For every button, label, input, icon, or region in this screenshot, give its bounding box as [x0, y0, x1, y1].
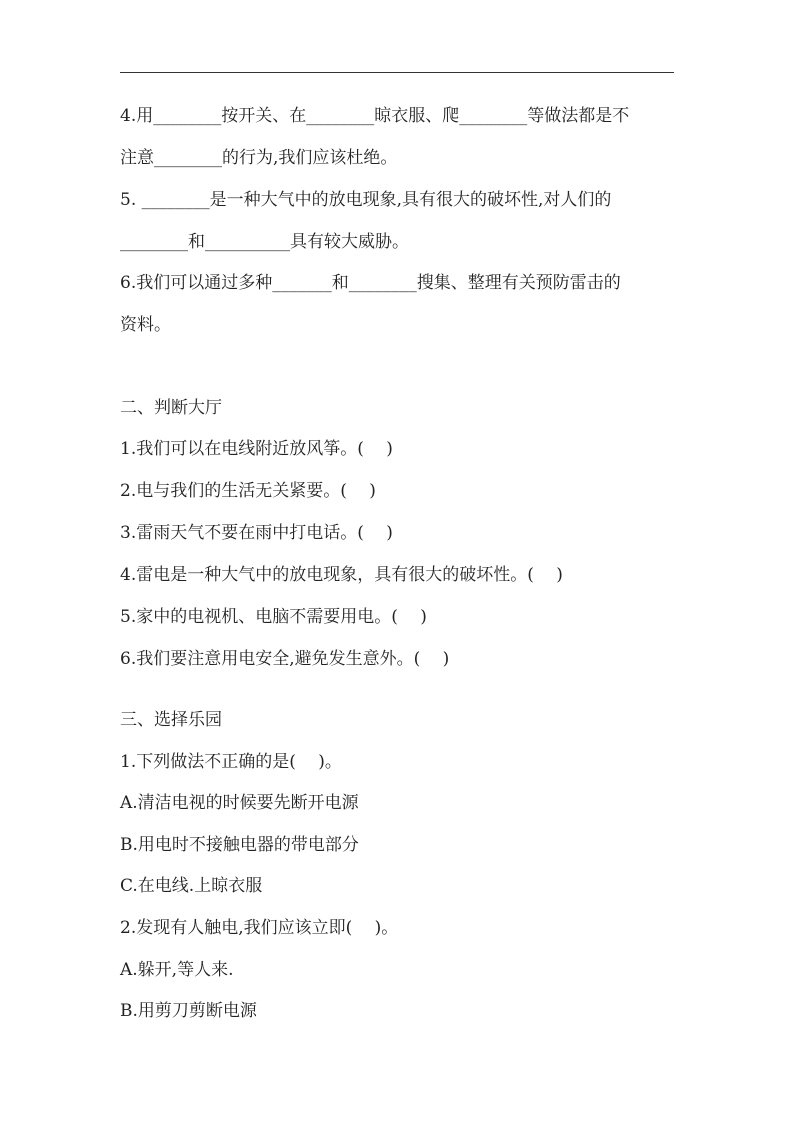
choice-q1-option-b: B.用电时不接触电器的带电部分	[120, 835, 359, 855]
judge-item-3: 3.雷雨天气不要在雨中打电话。( )	[120, 523, 393, 543]
choice-q2-option-b: B.用剪刀剪断电源	[120, 1001, 257, 1021]
judge-item-5: 5.家中的电视机、电脑不需要用电。( )	[120, 607, 427, 627]
judge-item-6: 6.我们要注意用电安全,避免发生意外。( )	[120, 649, 450, 669]
judge-item-1: 1.我们可以在电线附近放风筝。( )	[120, 439, 393, 459]
header-rule	[120, 72, 674, 73]
fill-question-6-line-2: 资料。	[120, 315, 171, 335]
choice-question-2: 2.发现有人触电,我们应该立即( )。	[120, 918, 399, 938]
fill-question-6-line-1: 6.我们可以通过多种_______和________搜集、整理有关预防雷击的	[120, 273, 621, 293]
fill-question-4-line-2: 注意________的行为,我们应该杜绝。	[120, 148, 398, 168]
choice-q1-option-a: A.清洁电视的时候要先断开电源	[120, 793, 359, 813]
choice-q1-option-c: C.在电线.上晾衣服	[120, 876, 263, 896]
choice-section-heading: 三、选择乐园	[120, 710, 222, 730]
fill-question-4-line-1: 4.用________按开关、在________晾衣服、爬________等做法都是不	[120, 106, 630, 126]
judge-section-heading: 二、判断大厅	[120, 398, 222, 418]
choice-q2-option-a: A.躲开,等人来.	[120, 960, 234, 980]
choice-question-1: 1.下列做法不正确的是( )。	[120, 752, 342, 772]
fill-question-5-line-2: ________和__________具有较大威胁。	[120, 232, 409, 252]
fill-question-5-line-1: 5. ________是一种大气中的放电现象,具有很大的破坏性,对人们的	[120, 190, 612, 210]
judge-item-4: 4.雷电是一种大气中的放电现象，具有很大的破坏性。( )	[120, 565, 563, 585]
judge-item-2: 2.电与我们的生活无关紧要。( )	[120, 481, 376, 501]
